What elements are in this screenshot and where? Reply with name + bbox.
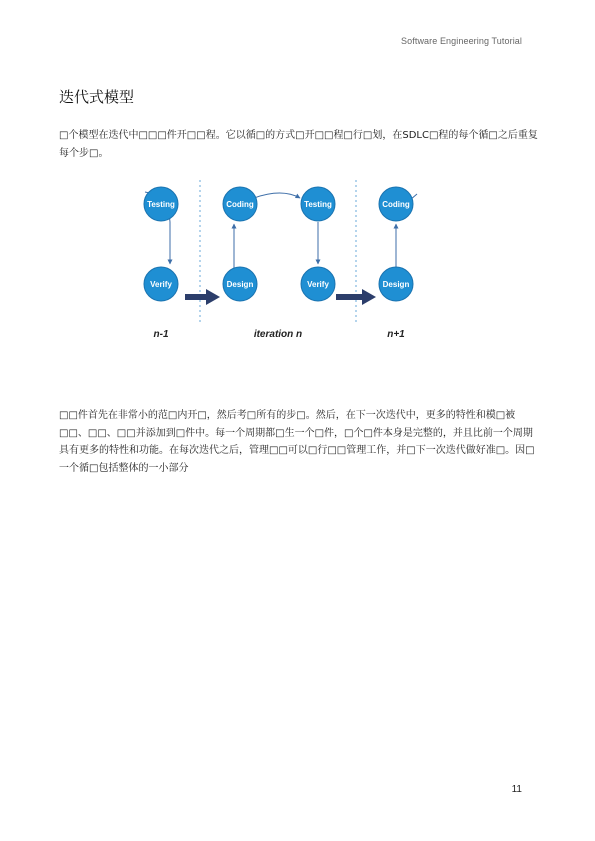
node-label: Testing (304, 200, 332, 209)
node-coding-2 (223, 187, 257, 221)
running-header: Software Engineering Tutorial (401, 36, 522, 46)
node-label: Verify (150, 280, 172, 289)
connector-arrow (254, 193, 300, 198)
body-paragraph: □□件首先在非常小的范□内开□，然后考□所有的步□。然后，在下一次迭代中，更多的特性和模□被□□、□□、□□并添加到□件中。每一个周期都□生一个□件，□个□件本身是完整的，并且比前一个周期具有更多的特性和功能。在每次迭代之后，管理□□可以□行□□管理工作，并□下一次迭代做好准□。因□一个循□包括整体的一小部分 (59, 410, 535, 474)
phase-label-current: iteration n (253, 329, 303, 340)
node-coding-3 (379, 187, 413, 221)
flow-arrow (185, 289, 220, 305)
node-testing-2 (301, 187, 335, 221)
node-verify-1 (144, 267, 178, 301)
node-label: Coding (226, 200, 254, 209)
phase-label-next: n+1 (387, 329, 405, 340)
section-title: 迭代式模型 (59, 88, 135, 106)
phase-label-previous: n-1 (153, 329, 169, 340)
intro-paragraph: □个模型在迭代中□□□件开□□程。它以循□的方式□开□□程□行□划，在SDLC□程的每个循□之后重复每个步□。 (59, 130, 538, 159)
node-design-3 (379, 267, 413, 301)
page-number: 11 (511, 784, 522, 795)
node-label: Design (226, 280, 254, 289)
node-label: Verify (307, 280, 329, 289)
node-label: Coding (382, 200, 410, 209)
node-label: Testing (147, 200, 175, 209)
node-verify-2 (301, 267, 335, 301)
iterative-model-diagram (140, 178, 430, 348)
node-design-2 (223, 267, 257, 301)
node-label: Design (382, 280, 410, 289)
node-testing-1 (144, 187, 178, 221)
